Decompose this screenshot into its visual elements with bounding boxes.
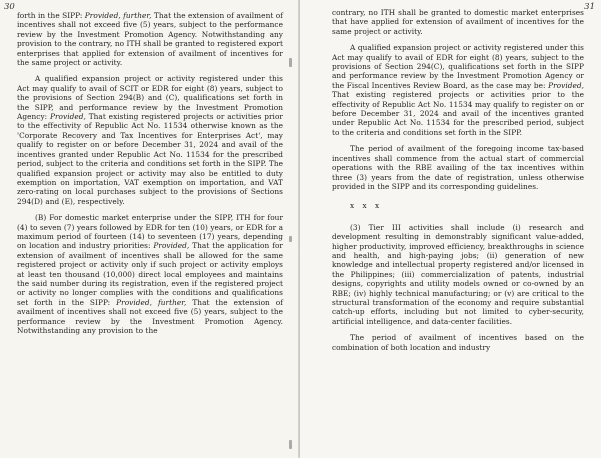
paragraph: (3) Tier III activities shall include (i) research and development resulting in demonstrably significant value-added, higher productivity, improved efficiency, breakthroughs in science and health, and high-paying jobs; (ii) generation of new knowledge and intellectual property registered and/or licensed in the Philippines; (iii) commercialization of patents, industrial designs, copyrights and utility models owned or co-owned by an RBE; (iv) highly technical manufacturing; or (v) are critical to the structural transformation of the economy and require substantial catch-up efforts, including but not limited to cyber-security, artificial intelligence, and data-center facilities. [332,222,584,326]
paragraph: forth in the SIPP: Provided, further, That the extension of availment of incentives shall not exceed five (5) years, subject to the performance review by the Investment Promotion Agency. Notwithstanding any provision to the contrary, no ITH shall be granted to registered export enterprises that applied for extension of availment of incentives for the same project or activity. [17,11,283,68]
right-page-body [332,8,584,352]
paragraph: contrary, no ITH shall be granted to domestic market enterprises that have applied for extension of availment of incentives for the same project or activity. [332,8,584,36]
paragraph: The period of availment of incentives based on the combination of both location and industry [332,333,584,352]
scan-mark [289,236,292,242]
paragraph: (B) For domestic market enterprise under the SIPP, ITH for four (4) to seven (7) years followed by EDR for ten (10) years, or EDR for a maximum period of fourteen (14) to seventeen (17) years, depending on location and industry priorities: Provided, That the application for extension of availment of incentives shall be allowed for the same registered project or activity only if such project or activity employs at least ten thousand (10,000) direct local employees and maintains the said number during its registration, even if the registered project or activity no longer complies with the conditions and qualifications set forth in the SIPP: Provided, further, That the extension of availment of incentives shall not exceed five (5) years, subject to the performance review by the Investment Promotion Agency. Notwithstanding any provision to the [17,213,283,335]
scan-mark [289,58,292,67]
section-separator: x x x [350,201,383,211]
scan-mark [289,440,292,449]
page-number-left: 30 [4,2,15,12]
paragraph: A qualified expansion project or activity registered under this Act may qualify to avail of SCIT or EDR for eight (8) years, subject to the provisions of Section 294(B) and (C), qualifications set forth in the SIPP, and performance review by the Investment Promotion Agency: Provided, That existing registered projects or activities prior to the effectivity of Republic Act No. 11534 otherwise known as the 'Corporate Recovery and Tax Incentives for Enterprises Act', may qualify to register on or before December 31, 2024 and avail of the incentives granted under Republic Act No. 11534 for the prescribed period, subject to the criteria and conditions set forth in the SIPP. The qualified expansion project or activity may also be entitled to duty exemption on importation, VAT exemption on importation, and VAT zero-rating on local purchases subject to the provisions of Sections 294(D) and (E), respectively. [17,74,283,206]
left-page [0,0,300,458]
paragraph: The period of availment of the foregoing income tax-based incentives shall commence from the actual start of commercial operations with the RBE availing of the tax incentives within three (3) years from the date of registration, unless otherwise provided in the SIPP and its corresponding guidelines. [332,144,584,191]
left-page-body [17,11,283,335]
right-page [300,0,601,458]
page-number-right: 31 [584,2,595,12]
paragraph: A qualified expansion project or activity registered under this Act may qualify to avail of EDR for eight (8) years, subject to the provisions of Section 294(C), qualifications set forth in the SIPP and performance review by the Investment Promotion Agency or the Fiscal Incentives Review Board, as the case may be: Provided, That existing registered projects or activities prior to the effectivity of Republic Act No. 11534 may qualify to register on or before December 31, 2024 and avail of the incentives granted under Republic Act No. 11534 for the prescribed period, subject to the criteria and conditions set forth in the SIPP. [332,43,584,137]
